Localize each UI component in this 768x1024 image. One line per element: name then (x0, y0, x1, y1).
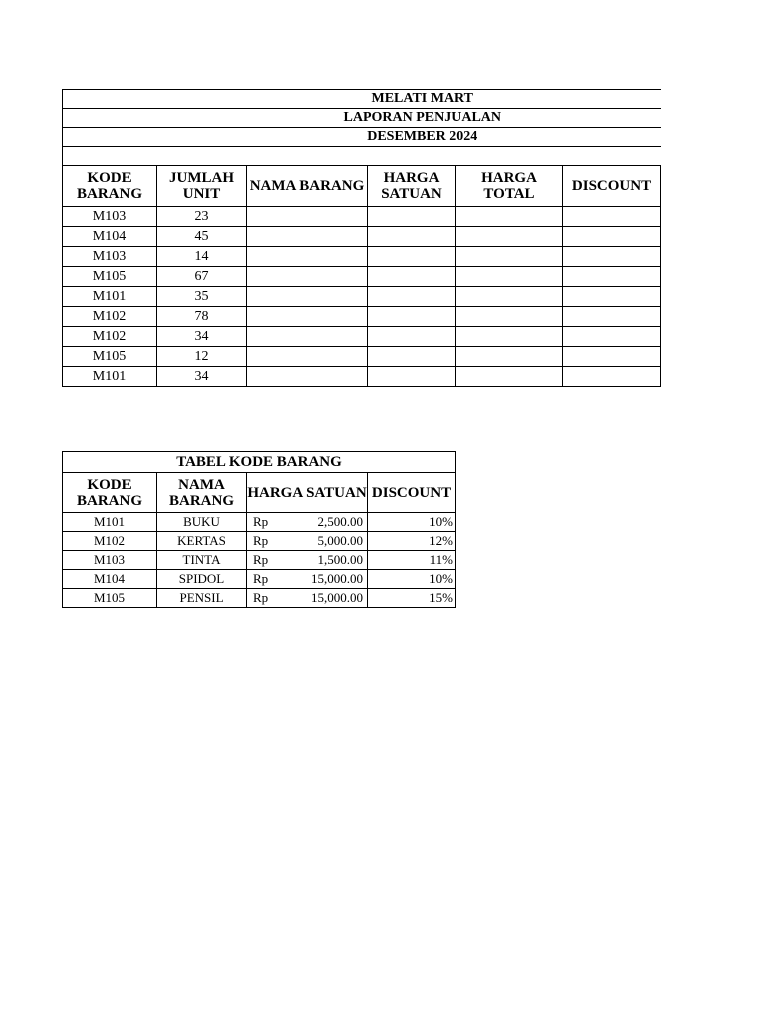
lookup-cell-kode[interactable]: M103 (63, 551, 157, 570)
cell-discount[interactable] (563, 307, 661, 327)
cell-harga-satuan[interactable] (368, 327, 456, 347)
cell-kode-barang[interactable]: M104 (63, 227, 157, 247)
cell-harga-satuan[interactable] (368, 367, 456, 387)
lookup-cell-nama[interactable]: SPIDOL (157, 570, 247, 589)
lookup-cell-harga[interactable] (247, 551, 368, 570)
lookup-title-row (63, 452, 456, 473)
price-amount: 15,000.00 (311, 571, 363, 586)
cell-discount[interactable] (563, 227, 661, 247)
lookup-title: TABEL KODE BARANG (63, 452, 456, 473)
cell-jumlah-unit[interactable]: 67 (157, 267, 247, 287)
price-amount: 5,000.00 (317, 533, 363, 548)
header-nama-barang: NAMA BARANG (247, 166, 368, 207)
currency-label: Rp (253, 590, 269, 605)
cell-discount[interactable] (563, 327, 661, 347)
cell-harga-total[interactable] (456, 327, 563, 347)
table-row (63, 207, 661, 227)
cell-jumlah-unit[interactable]: 12 (157, 347, 247, 367)
cell-nama-barang[interactable] (247, 347, 368, 367)
lookup-cell-harga[interactable] (247, 589, 368, 608)
table-row (63, 347, 661, 367)
cell-kode-barang[interactable]: M101 (63, 287, 157, 307)
cell-harga-total[interactable] (456, 227, 563, 247)
cell-kode-barang[interactable]: M103 (63, 247, 157, 267)
spacer-row (63, 147, 661, 166)
lookup-cell-harga[interactable] (247, 570, 368, 589)
header-harga-total: HARGA TOTAL (456, 166, 563, 207)
lookup-header-row (63, 473, 456, 513)
cell-harga-total[interactable] (456, 307, 563, 327)
cell-kode-barang[interactable]: M101 (63, 367, 157, 387)
cell-jumlah-unit[interactable]: 34 (157, 327, 247, 347)
cell-nama-barang[interactable] (247, 287, 368, 307)
table-row (63, 513, 456, 532)
cell-discount[interactable] (563, 207, 661, 227)
currency-label: Rp (253, 514, 269, 529)
lookup-header-harga-satuan: HARGA SATUAN (247, 473, 368, 513)
lookup-cell-discount[interactable]: 12% (368, 532, 456, 551)
cell-harga-satuan[interactable] (368, 207, 456, 227)
currency-label: Rp (253, 552, 269, 567)
table-row (63, 367, 661, 387)
cell-harga-satuan[interactable] (368, 227, 456, 247)
cell-kode-barang[interactable]: M103 (63, 207, 157, 227)
lookup-body (63, 513, 456, 608)
currency-label: Rp (253, 571, 269, 586)
cell-harga-total[interactable] (456, 367, 563, 387)
report-period: DESEMBER 2024 (63, 128, 661, 147)
spacer-cell (63, 147, 661, 166)
cell-kode-barang[interactable]: M102 (63, 327, 157, 347)
cell-kode-barang[interactable]: M102 (63, 307, 157, 327)
cell-jumlah-unit[interactable]: 45 (157, 227, 247, 247)
cell-discount[interactable] (563, 347, 661, 367)
table-row (63, 267, 661, 287)
report-title: LAPORAN PENJUALAN (63, 109, 661, 128)
cell-kode-barang[interactable]: M105 (63, 267, 157, 287)
lookup-cell-nama[interactable]: KERTAS (157, 532, 247, 551)
lookup-cell-discount[interactable]: 10% (368, 513, 456, 532)
store-name: MELATI MART (63, 90, 661, 109)
report-header-row (63, 166, 661, 207)
table-row (63, 551, 456, 570)
table-row (63, 532, 456, 551)
cell-nama-barang[interactable] (247, 367, 368, 387)
price-amount: 15,000.00 (311, 590, 363, 605)
cell-harga-total[interactable] (456, 247, 563, 267)
cell-nama-barang[interactable] (247, 207, 368, 227)
table-row (63, 589, 456, 608)
header-jumlah-unit: JUMLAH UNIT (157, 166, 247, 207)
cell-kode-barang[interactable]: M105 (63, 347, 157, 367)
lookup-cell-kode[interactable]: M104 (63, 570, 157, 589)
report-period-row (63, 128, 661, 147)
price-amount: 2,500.00 (317, 514, 363, 529)
cell-discount[interactable] (563, 267, 661, 287)
item-code-lookup-table (62, 451, 456, 608)
cell-nama-barang[interactable] (247, 327, 368, 347)
cell-harga-total[interactable] (456, 267, 563, 287)
sales-report-table (62, 89, 661, 387)
lookup-cell-discount[interactable]: 10% (368, 570, 456, 589)
table-row (63, 570, 456, 589)
cell-harga-total[interactable] (456, 347, 563, 367)
lookup-cell-kode[interactable]: M101 (63, 513, 157, 532)
lookup-cell-harga[interactable] (247, 532, 368, 551)
cell-harga-total[interactable] (456, 207, 563, 227)
cell-harga-satuan[interactable] (368, 287, 456, 307)
price-amount: 1,500.00 (317, 552, 363, 567)
cell-harga-satuan[interactable] (368, 247, 456, 267)
lookup-cell-harga[interactable] (247, 513, 368, 532)
lookup-cell-nama[interactable]: PENSIL (157, 589, 247, 608)
report-body (63, 207, 661, 387)
lookup-cell-discount[interactable]: 15% (368, 589, 456, 608)
cell-discount[interactable] (563, 287, 661, 307)
cell-harga-satuan[interactable] (368, 307, 456, 327)
table-row (63, 227, 661, 247)
cell-jumlah-unit[interactable]: 14 (157, 247, 247, 267)
table-row (63, 327, 661, 347)
cell-nama-barang[interactable] (247, 227, 368, 247)
lookup-header-kode-barang: KODE BARANG (63, 473, 157, 513)
cell-jumlah-unit[interactable]: 78 (157, 307, 247, 327)
cell-nama-barang[interactable] (247, 307, 368, 327)
cell-harga-total[interactable] (456, 287, 563, 307)
lookup-header-discount: DISCOUNT (368, 473, 456, 513)
cell-harga-satuan[interactable] (368, 267, 456, 287)
cell-jumlah-unit[interactable]: 34 (157, 367, 247, 387)
store-name-row (63, 90, 661, 109)
table-row (63, 307, 661, 327)
lookup-cell-kode[interactable]: M105 (63, 589, 157, 608)
cell-jumlah-unit[interactable]: 23 (157, 207, 247, 227)
header-harga-satuan: HARGA SATUAN (368, 166, 456, 207)
header-kode-barang: KODE BARANG (63, 166, 157, 207)
cell-harga-satuan[interactable] (368, 347, 456, 367)
cell-nama-barang[interactable] (247, 267, 368, 287)
table-row (63, 247, 661, 267)
cell-discount[interactable] (563, 247, 661, 267)
cell-discount[interactable] (563, 367, 661, 387)
lookup-cell-nama[interactable]: TINTA (157, 551, 247, 570)
cell-jumlah-unit[interactable]: 35 (157, 287, 247, 307)
lookup-header-nama-barang: NAMA BARANG (157, 473, 247, 513)
lookup-cell-kode[interactable]: M102 (63, 532, 157, 551)
report-title-row (63, 109, 661, 128)
cell-nama-barang[interactable] (247, 247, 368, 267)
lookup-cell-discount[interactable]: 11% (368, 551, 456, 570)
currency-label: Rp (253, 533, 269, 548)
table-row (63, 287, 661, 307)
header-discount: DISCOUNT (563, 166, 661, 207)
lookup-cell-nama[interactable]: BUKU (157, 513, 247, 532)
